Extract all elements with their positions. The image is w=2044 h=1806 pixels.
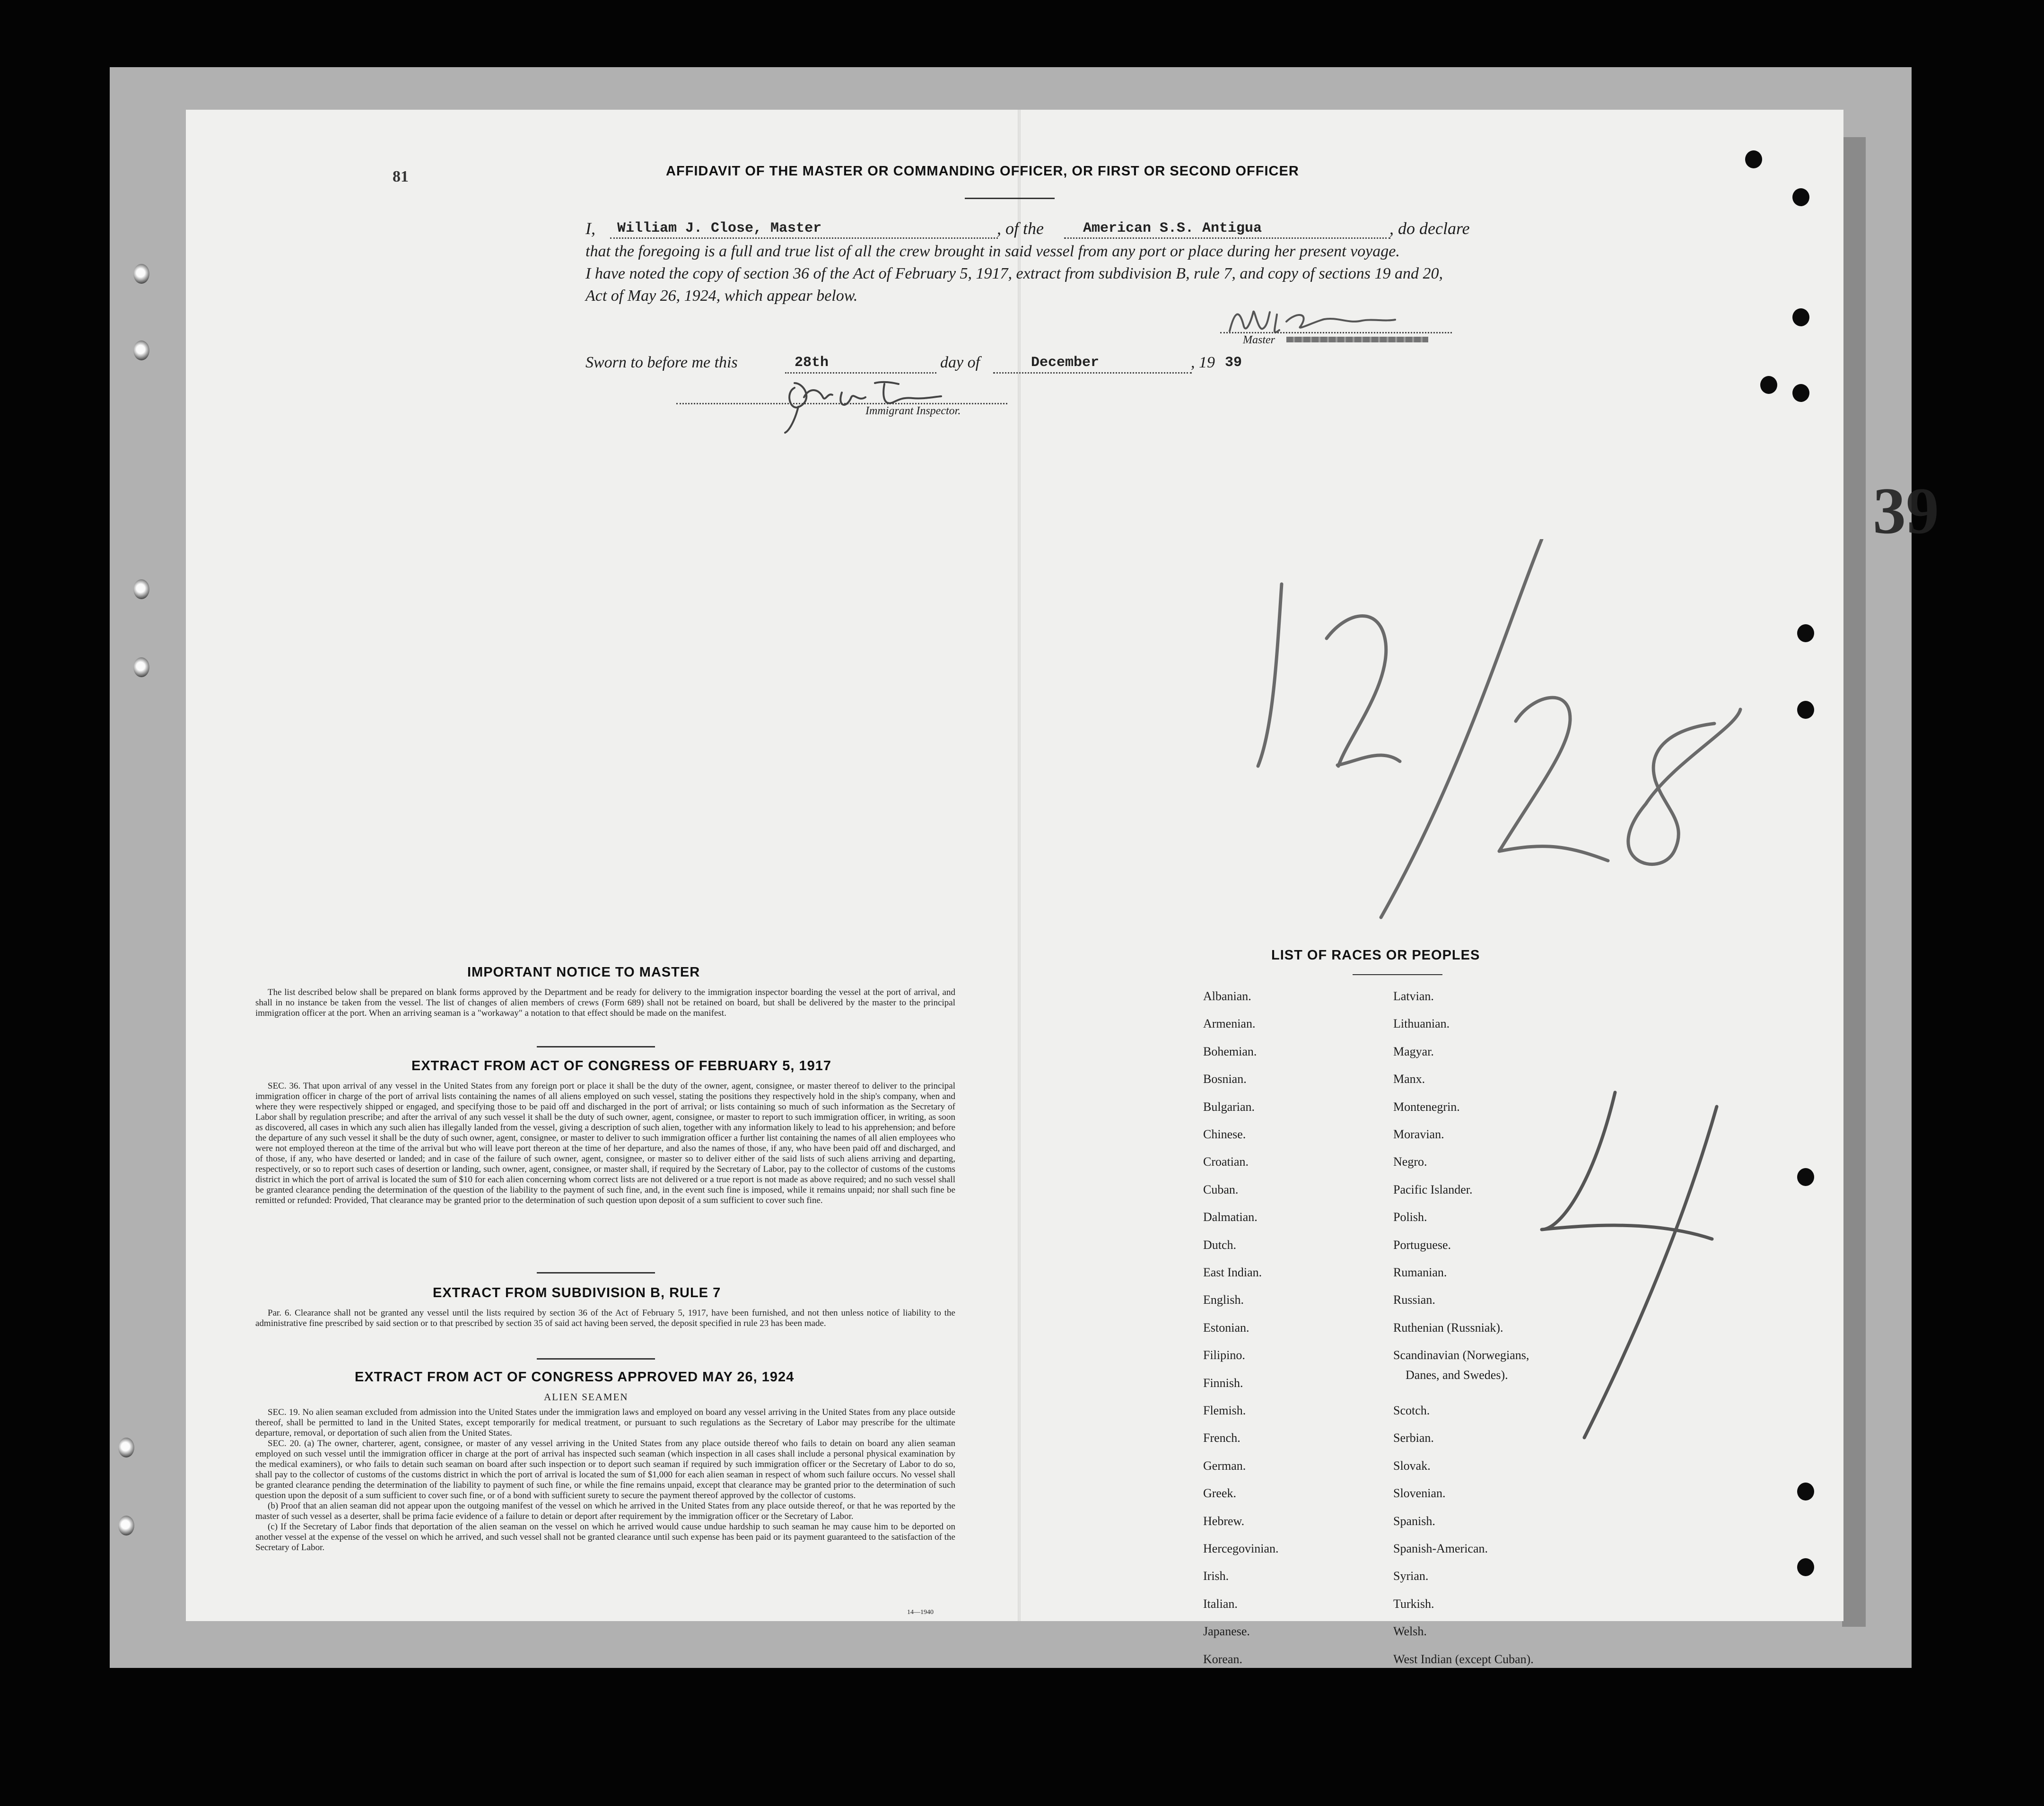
race-item: Russian. [1393,1293,1435,1307]
punch-hole [1792,308,1809,326]
notice-body: The list described below shall be prepared on blank forms approved by the Department and be ready for delivery to the immigration inspector boarding the vessel at the port of arrival, and shall in no instance be taken from the vessel. The list of changes of alien members of crews (Form 689) shall not be retained on board, but shall be delivered by the master to the principal immigration officer at the port. When an arriving seaman is a "workaway" a notation to that effect should be made on the manifest. [255,987,955,1018]
backing-sheet-edge [1842,137,1866,1627]
race-item: Syrian. [1393,1569,1429,1583]
binder-hole [118,1438,134,1457]
handwritten-number-four [1532,1088,1731,1447]
punch-hole [1797,1168,1814,1186]
race-item: Hebrew. [1203,1514,1245,1528]
race-item: Dalmatian. [1203,1210,1258,1224]
punch-hole [1760,376,1777,394]
punch-hole [1792,188,1809,206]
race-item: Cuban. [1203,1182,1239,1196]
title-rule [965,198,1055,199]
sworn-day: 28th [795,355,829,371]
races-title-rule [1353,974,1442,975]
binder-hole [133,340,149,360]
race-item: Flemish. [1203,1404,1246,1417]
race-item: Italian. [1203,1597,1238,1611]
master-signature-line [1220,331,1452,333]
race-item-continuation: Danes, and Swedes). [1406,1368,1508,1382]
affidavit-line-3: I have noted the copy of section 36 of the Act of February 5, 1917, extract from subdivision B, rule 7, and copy of sections 19 and 20, [585,265,1443,282]
month-field-line [993,371,1192,374]
punch-hole [1797,1483,1814,1501]
punch-hole [1797,701,1814,719]
divider-rule [537,1046,655,1047]
subdivision-b-body: Par. 6. Clearance shall not be granted any vessel until the lists required by section 36 of the Act of February 5, 1917, have been furnished, and not then unless notice of liability to the administrative fine prescribed by said section or to that prescribed by section 35 of said act having been served, the deposit specified in rule 23 has been made. [255,1308,955,1328]
race-item: Scotch. [1393,1404,1430,1417]
race-item: Latvian. [1393,989,1434,1003]
affidavit-title: AFFIDAVIT OF THE MASTER OR COMMANDING OFFICER, OR FIRST OR SECOND OFFICER [666,164,1299,179]
race-item: Ruthenian (Russniak). [1393,1320,1503,1335]
divider-rule [537,1358,655,1360]
binder-hole [118,1516,134,1536]
binder-hole [133,264,149,284]
name-field-line [610,236,998,239]
struck-title-text [1286,337,1428,342]
race-item: Dutch. [1203,1238,1237,1252]
punch-hole [1797,624,1814,642]
race-item: Slovak. [1393,1458,1431,1473]
vessel-name: American S.S. Antigua [1083,220,1262,236]
day-of-text: day of [940,354,980,371]
race-item: Manx. [1393,1072,1425,1086]
vessel-field-line [1064,236,1390,239]
race-item: Greek. [1203,1486,1237,1501]
extract-1924-title: EXTRACT FROM ACT OF CONGRESS APPROVED MAY 26, 1924 [355,1370,795,1385]
race-item: Magyar. [1393,1044,1434,1058]
race-item: Finnish. [1203,1376,1243,1390]
sworn-year: 39 [1225,355,1242,371]
punch-hole [1792,384,1809,402]
race-item: Serbian. [1393,1431,1434,1445]
inspector-signature [776,374,965,435]
race-item: Spanish. [1393,1514,1435,1528]
sworn-before-text: Sworn to before me this [585,354,738,371]
subdivision-b-title: EXTRACT FROM SUBDIVISION B, RULE 7 [433,1285,721,1300]
race-item: Rumanian. [1393,1265,1447,1279]
year-prefix: , 19 [1191,354,1215,371]
race-item: Estonian. [1203,1320,1249,1335]
race-item: English. [1203,1293,1244,1307]
affidavit-line-2: that the foregoing is a full and true list of all the crew brought in said vessel from any port or place during her present voyage. [585,243,1400,260]
race-item: Portuguese. [1393,1238,1451,1252]
affidavit-line-4: Act of May 26, 1924, which appear below. [585,287,858,305]
race-item: Bohemian. [1203,1044,1257,1058]
of-the-text: , of the [997,219,1044,238]
race-item: French. [1203,1431,1240,1445]
race-item: West Indian (except Cuban). [1393,1652,1534,1666]
race-item: Chinese. [1203,1127,1246,1141]
handwritten-date [1239,539,1759,927]
race-item: Turkish. [1393,1597,1434,1611]
race-item: Croatian. [1203,1155,1249,1169]
race-item: Filipino. [1203,1348,1245,1362]
races-title: LIST OF RACES OR PEOPLES [1271,948,1480,963]
master-name: William J. Close, Master [617,220,822,236]
race-item: Armenian. [1203,1017,1256,1031]
race-item: Hercegovinian. [1203,1542,1279,1555]
race-item: German. [1203,1458,1246,1473]
center-fold [1018,110,1021,1621]
race-item: Negro. [1393,1155,1427,1169]
sworn-month: December [1031,355,1100,371]
bleed-through-text: 39 [1873,474,1939,548]
race-item: Moravian. [1393,1127,1444,1141]
race-item: Lithuanian. [1393,1017,1450,1031]
race-item: Polish. [1393,1210,1427,1224]
race-item: Irish. [1203,1569,1229,1583]
affidavit-pronoun: I, [585,219,595,238]
race-item: Slovenian. [1393,1486,1446,1501]
race-item: East Indian. [1203,1265,1262,1279]
race-item: Japanese. [1203,1624,1250,1639]
inspector-signature-line [676,402,1007,404]
race-item: Albanian. [1203,989,1251,1003]
race-item: Pacific Islander. [1393,1182,1473,1196]
punch-hole [1797,1558,1814,1576]
extract-1924-subtitle: ALIEN SEAMEN [544,1391,629,1403]
do-declare-text: , do declare [1389,219,1470,238]
corner-code: 81 [393,168,409,185]
race-item: Montenegrin. [1393,1099,1460,1114]
binder-hole [133,579,149,599]
extract-1917-title: EXTRACT FROM ACT OF CONGRESS OF FEBRUARY 5, 1917 [411,1058,832,1073]
race-item: Scandinavian (Norwegians, [1393,1348,1529,1362]
divider-rule [537,1272,655,1274]
race-item: Spanish-American. [1393,1542,1488,1555]
race-item: Welsh. [1393,1624,1427,1639]
form-code: 14—1940 [907,1609,934,1616]
inspector-label: Immigrant Inspector. [865,405,961,417]
extract-1917-body: SEC. 36. That upon arrival of any vessel in the United States from any foreign port or place it shall be the duty of the owner, agent, consignee, or master thereof to deliver to the principal immigration officer in charge of the port of arrival lists containing the names of all aliens employed on such vessel, stating the positions they respectively hold in the ship's company, when and where they were respectively shipped or engaged, and specifying those to be paid off and discharged in the port of arrival; or lists containing so much of such information as the Secretary of Labor shall by regulation prescribe; and after the arrival of any such vessel it shall be the duty of such owner, agent, consignee, or master to report to such immigration officer, in writing, as soon as discovered, all cases in which any such alien has illegally landed from the vessel, giving a description of such alien, together with any information likely to lead to his apprehension; and before the departure of any such vessel it shall be the duty of such owner, agent, consignee, or master to deliver to such immigration officer a further list containing the names of all alien employees who were not employed thereon at the time of the arrival but who will leave port thereon at the time of her departure, and also the names of those, if any, who have been paid off and discharged, and of those, if any, who have deserted or landed; and in case of the failure of such owner, agent, consignee, or master so to deliver either of the said lists of such aliens arriving and departing, respectively, or so to report such cases of desertion or landing, such owner, agent, consignee, or master shall, if required by the Secretary of Labor, pay to the collector of customs of the customs district in which the port of arrival is located the sum of $10 for each alien concerning whom correct lists are not delivered or a true report is not made as above required; and no such vessel shall be granted clearance pending the determination of the question of the liability to the payment of such fine, and, in the event such fine is imposed, while it remains unpaid; nor shall such fine be remitted or refunded: Provided, That clearance may be granted prior to the determination of such question upon deposit of a sum sufficient to cover such fine. [255,1081,955,1205]
extract-1924-body: SEC. 19. No alien seaman excluded from admission into the United States under the immigration laws and employed on board any vessel arriving in the United States from any place outside thereof, shall be permitted to land in the United States, except temporarily for medical treatment, or pursuant to such regulations as the Secretary of Labor may prescribe for the ultimate departure, removal, or deportation of such alien from the United States. SEC. 20. (a) The owner, charterer, agent, consignee, or master of any vessel arriving in the United States from any place outside thereof who fails to detain on board any alien seaman employed on such vessel until the immigration officer in charge at the port of arrival has inspected such seaman (which inspection in all cases shall include a personal physical examination by the medical examiners), or who fails to detain such seaman on board after such inspection or to deport such seaman if required by such immigration officer or the Secretary of Labor to do so, shall pay to the collector of customs of the customs district in which the port of arrival is located the sum of $1,000 for each alien seaman in respect of whom such failure occurs. No vessel shall be granted clearance pending the determination of the liability to payment of such fine, or while the fine remains unpaid, except that clearance may be granted prior to the determination of such question upon the deposit of a sum sufficient to cover such fine, or of a bond with sufficient surety to secure the payment thereof approved by the collector of customs. (b) Proof that an alien seaman did not appear upon the outgoing manifest of the vessel on which he arrived in the United States from any place outside thereof, or that he was reported by the master of such vessel as a deserter, shall be prima facie evidence of a failure to detain or deport after requirement by the immigration officer or the Secretary of Labor. (c) If the Secretary of Labor finds that deportation of the alien seaman on the vessel on which he arrived would cause undue hardship to such seaman he may cause him to be deported on another vessel at the expense of the vessel on which he arrived, and such vessel shall not be granted clearance until such expense has been paid or its payment guaranteed to the satisfaction of the Secretary of Labor. [255,1407,955,1553]
master-label: Master [1243,334,1275,346]
race-item: Bulgarian. [1203,1099,1255,1114]
race-item: Korean. [1203,1652,1243,1666]
race-item: Bosnian. [1203,1072,1247,1086]
notice-title: IMPORTANT NOTICE TO MASTER [467,965,700,980]
punch-hole [1745,150,1762,168]
binder-hole [133,657,149,677]
